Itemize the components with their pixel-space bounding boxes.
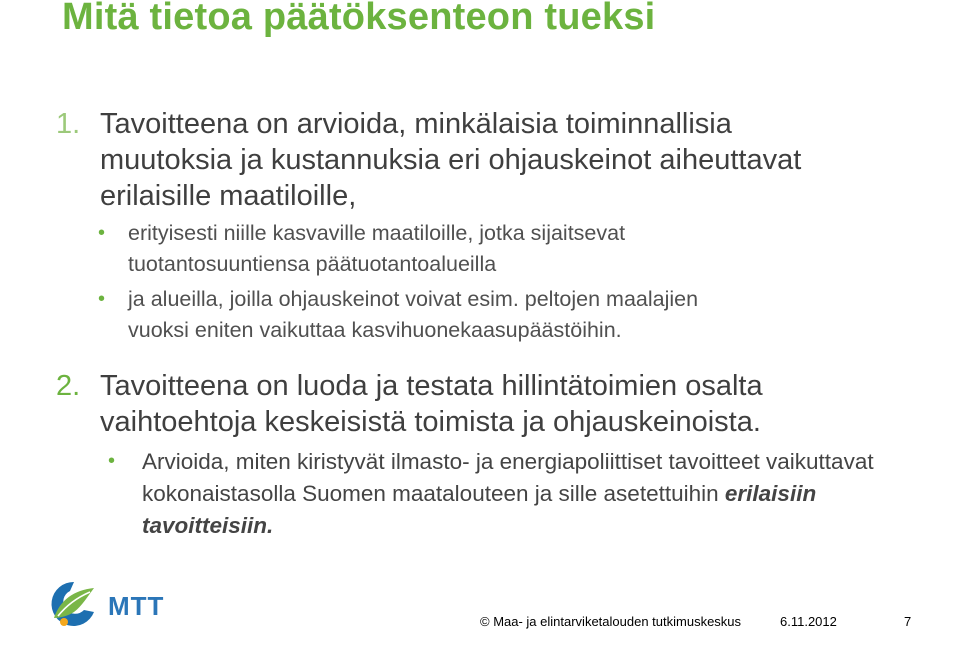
last-line-plain: asetettuihin <box>603 481 725 506</box>
bullet-icon: • <box>98 288 106 310</box>
item-1-line: Tavoitteena on arvioida, minkälaisia toiminnallisia <box>100 108 732 140</box>
list-item-2 <box>56 368 936 542</box>
sub-bullet-line: vuoksi eniten vaikuttaa kasvihuonekaasupäästöihin. <box>128 318 622 342</box>
mtt-logo-icon <box>52 582 94 626</box>
footer-copyright: © Maa- ja elintarviketalouden tutkimuskeskus <box>480 614 742 629</box>
sub-bullet-2 <box>98 284 936 346</box>
bullet-icon: • <box>108 450 116 472</box>
item-2-line: Tavoitteena on luoda ja testata hillintätoimien osalta <box>100 370 763 402</box>
item-2-line: vaihtoehtoja keskeisistä toimista ja ohjauskeinoista. <box>100 406 761 438</box>
footer-page-number: 7 <box>904 614 912 629</box>
item-1-line: erilaisille maatiloille, <box>100 180 357 212</box>
item-1-line: muutoksia ja kustannuksia eri ohjauskeinot aiheuttavat <box>100 144 802 176</box>
sub-bullet-3 <box>108 446 936 542</box>
list-item-1 <box>56 106 936 346</box>
list-number-1: 1. <box>56 108 81 140</box>
mtt-logo <box>44 576 194 636</box>
sub-bullet-1 <box>98 218 936 280</box>
list-number-2: 2. <box>56 370 81 402</box>
footer <box>480 614 912 634</box>
sub-bullet-line: Arvioida, miten kiristyvät ilmasto- ja energiapoliittiset tavoitteet <box>142 449 760 474</box>
last-line-emphasis: erilaisiin tavoitteisiin. <box>142 481 817 538</box>
footer-date: 6.11.2012 <box>780 614 837 629</box>
logo-text: MTT <box>108 591 165 621</box>
sub-bullet-line: vaikuttavat kokonaistasolla Suomen maatalouteen ja sille <box>142 449 874 506</box>
bullet-icon: • <box>98 222 106 244</box>
sub-bullet-line: ja alueilla, joilla ohjauskeinot voivat esim. peltojen maalajien <box>128 287 699 311</box>
slide-title: Mitä tietoa päätöksenteon tueksi <box>62 0 656 38</box>
item-1-text <box>100 106 936 214</box>
item-2-text <box>100 368 936 440</box>
sub-bullet-line: tuotantosuuntiensa päätuotantoalueilla <box>128 252 497 276</box>
sub-bullet-line: erityisesti niille kasvaville maatiloille, jotka sijaitsevat <box>128 221 626 245</box>
